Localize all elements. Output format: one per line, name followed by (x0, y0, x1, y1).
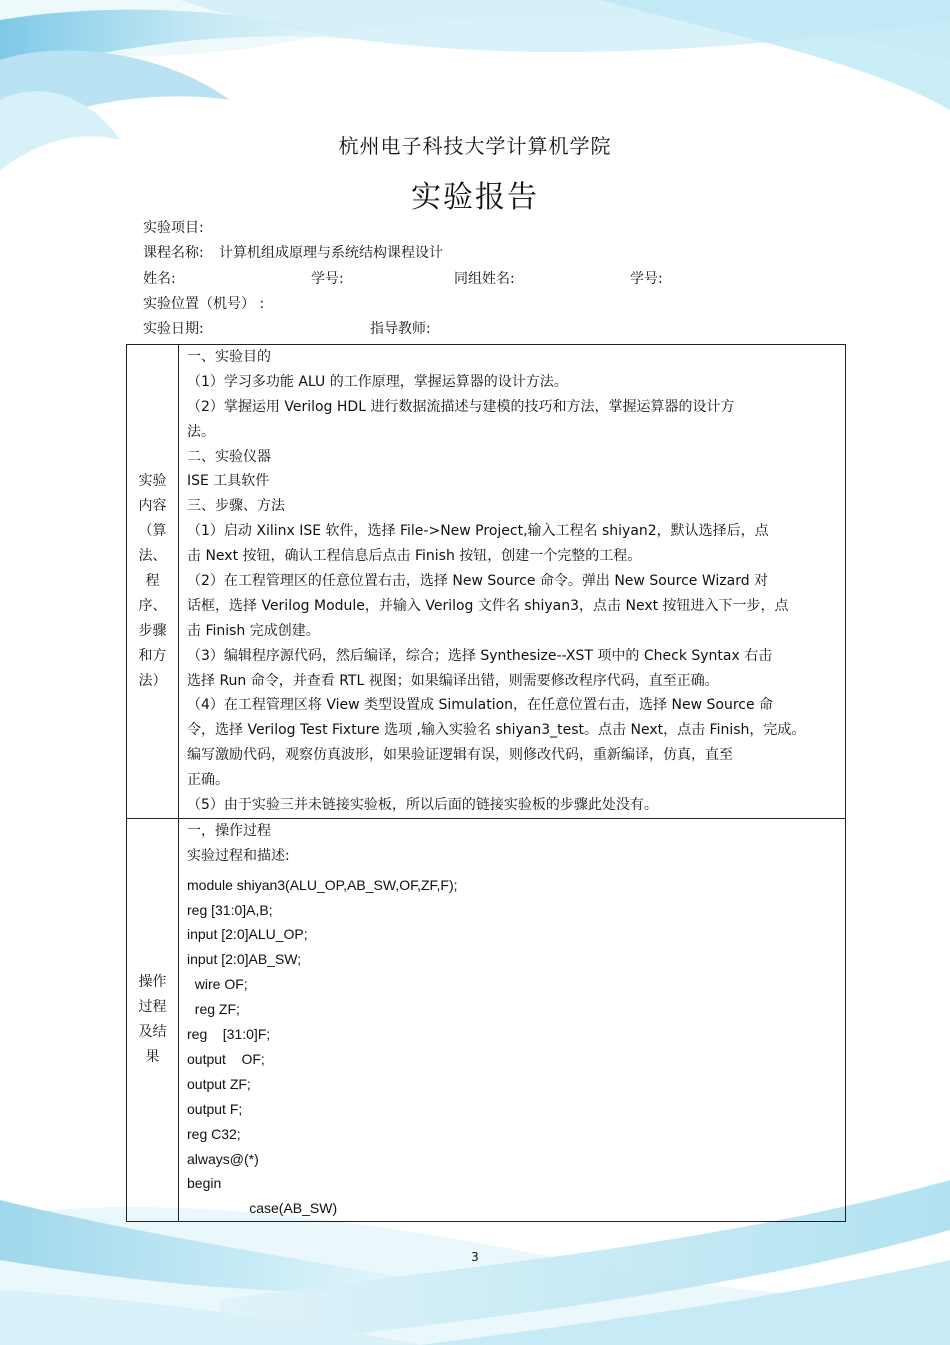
code-line: module shiyan3(ALU_OP,AB_SW,OF,ZF,F); (187, 876, 458, 893)
text-line: 击 Next 按钮，确认工程信息后点击 Finish 按钮，创建一个完整的工程。 (187, 548, 642, 565)
text-line: 令，选择 Verilog Test Fixture 选项 ,输入实验名 shiyan3_test。点击 Next，点击 Finish，完成。 (187, 722, 806, 739)
school-name: 杭州电子科技大学计算机学院 (338, 134, 612, 158)
label-line: 果 (145, 1049, 160, 1066)
student-id-label: 学号: (311, 271, 344, 287)
label-line: 法、 (138, 547, 167, 564)
text-line: （1）启动 Xilinx ISE 软件，选择 File->New Project,输入工程名 shiyan2，默认选择后，点 (187, 523, 769, 540)
heading-operation: 一，操作过程 (187, 822, 271, 839)
name-label: 姓名: (143, 271, 176, 287)
code-line: input [2:0]AB_SW; (187, 951, 302, 968)
code-line: wire OF; (187, 976, 248, 993)
location-label: 实验位置（机号） : (143, 296, 265, 312)
heading-purpose: 一、实验目的 (187, 349, 271, 365)
text-line: 选择 Run 命令，并查看 RTL 视图；如果编译出错，则需要修改程序代码，直至正确。 (187, 672, 719, 689)
page-number: 3 (471, 1250, 479, 1264)
code-line: output ZF; (187, 1075, 251, 1092)
code-line: reg C32; (187, 1125, 241, 1142)
section-content-body (179, 345, 846, 819)
code-line: reg ZF; (187, 1001, 240, 1018)
report-title: 实验报告 (411, 180, 539, 215)
code-line: begin (187, 1175, 222, 1192)
label-line: 序、 (138, 597, 167, 614)
code-line: case(AB_SW) (187, 1200, 338, 1217)
code-line: output F; (187, 1100, 243, 1117)
date-label: 实验日期: (143, 321, 204, 337)
label-line: 和方 (138, 647, 167, 664)
text-line: ISE 工具软件 (187, 473, 270, 490)
text-line: 法。 (187, 423, 215, 440)
code-line: input [2:0]ALU_OP; (187, 926, 308, 943)
label-line: 实验 (138, 472, 167, 489)
text-line: （2）在工程管理区的任意位置右击，选择 New Source 命令。弹出 New Source Wizard 对 (187, 573, 769, 590)
course-value: 计算机组成原理与系统结构课程设计 (219, 245, 443, 261)
text-line: （4）在工程管理区将 View 类型设置成 Simulation，在任意位置右击，选择 New Source 命 (187, 697, 774, 714)
code-line: always@(*) (187, 1150, 259, 1167)
label-line: 内容 (138, 497, 167, 514)
partner-id-label: 学号: (630, 271, 663, 287)
teacher-label: 指导教师: (370, 321, 431, 337)
section-content-label (127, 345, 179, 819)
section-process-body (179, 818, 846, 1221)
text-line: 击 Finish 完成创建。 (187, 622, 320, 639)
heading-steps: 三、步骤、方法 (187, 498, 285, 515)
project-label: 实验项目: (143, 220, 204, 236)
code-line: output OF; (187, 1050, 265, 1067)
label-line: 及结 (138, 1024, 167, 1041)
text-line: （1）学习多功能 ALU 的工作原理，掌握运算器的设计方法。 (187, 373, 568, 390)
text-line: 话框，选择 Verilog Module，并输入 Verilog 文件名 shiyan3，点击 Next 按钮进入下一步，点 (187, 597, 789, 614)
partner-name-label: 同组姓名: (454, 271, 515, 287)
heading-instruments: 二、实验仪器 (187, 448, 271, 465)
section-process-label (127, 818, 179, 1221)
label-line: 过程 (138, 999, 167, 1016)
label-line: 操作 (138, 974, 167, 991)
code-line: reg [31:0]A,B; (187, 901, 273, 918)
label-line: 程 (145, 572, 160, 589)
label-line: 步骤 (138, 622, 167, 639)
label-line: （算 (138, 522, 167, 539)
section-process-row (127, 818, 846, 1221)
section-content-row (127, 345, 846, 819)
text-line: （5）由于实验三并未链接实验板，所以后面的链接实验板的步骤此处没有。 (187, 797, 658, 814)
code-line: reg [31:0]F; (187, 1026, 271, 1043)
report-table (126, 344, 846, 1222)
text-line: （3）编辑程序源代码，然后编译，综合；选择 Synthesize--XST 项中的 Check Syntax 右击 (187, 647, 773, 664)
text-line: 实验过程和描述: (187, 847, 290, 864)
course-label: 课程名称: (143, 245, 204, 261)
text-line: （2）掌握运用 Verilog HDL 进行数据流描述与建模的技巧和方法，掌握运算器的设计方 (187, 398, 735, 415)
text-line: 编写激励代码，观察仿真波形，如果验证逻辑有误，则修改代码，重新编译，仿真，直至 (187, 747, 733, 764)
text-line: 正确。 (187, 772, 229, 789)
label-line: 法） (138, 672, 167, 689)
